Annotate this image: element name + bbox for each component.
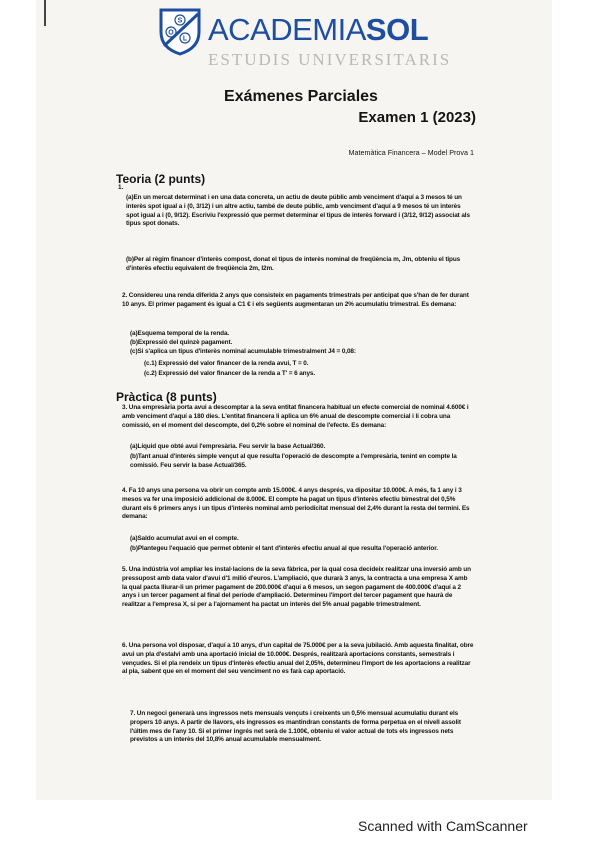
question-4: 4. Fa 10 anys una persona va obrir un compte amb 15.000€. 4 anys després, va dipositar 10.000€. A més, fa 1 any i 3 mesos va fer una imposició addicional de 8.000€. El compte ha pagat un tipus d'interès efectiu bimestral del 0,5% durant els 6 primers anys i un tipus d'interès nominal amb periodicitat mensual del 2,4% durant la resta del termini. Es demana: [122, 487, 470, 521]
shield-letter-o: O [168, 29, 174, 37]
question-1-number: 1. [118, 184, 124, 191]
brand-suffix: SOL [365, 12, 429, 47]
question-3: 3. Una empresària porta avui a descomptar a la seva entitat financera habitual un efecte comercial de nominal 4.600€ i amb venciment d'aquí a 180 dies. L'entitat financera li aplica un 6% anual de descompte comercial i li cobra una comissió, en el moment del descompte, del 0,2% sobre el nominal de l'efecte. Es demana: [122, 404, 469, 429]
question-6: 6. Una persona vol disposar, d'aquí a 10 anys, d'un capital de 75.000€ per a la seva jubilació. Amb aquesta finalitat, obre avui un pla d'estalvi amb una aportació inicial de 10.000€. Després, realitzarà aportacions constants, semestrals i vençudes. Si el pla rendeix un tipus d'interès efectiu anual del 2,05%, determineu l'import de les aportacions a realitzar al pla, sabent que en el moment del seu venciment no es farà cap aportació. [122, 642, 474, 676]
question-3a: (a)Líquid que obté avui l'empresària. Feu servir la base Actual/360. [130, 443, 326, 450]
academia-sol-logo [158, 6, 452, 70]
question-1b: (b)Per al règim financer d'interès compost, donat el tipus de interès nominal de freqüència m, Jm, obteniu el tipus d'interès efectiu equivalent de freqüència 2m, I2m. [126, 256, 461, 272]
shield-icon [158, 6, 202, 56]
brand-prefix: ACADEMIA [208, 12, 366, 47]
subject-line: Matemàtica Financera – Model Prova 1 [348, 148, 474, 157]
shield-letter-s: S [177, 17, 183, 25]
question-3b: (b)Tant anual d'interès simple vençut al que resulta l'operació de descompte a l'empresària, tenint en compte la comissió. Feu servir la base Actual/365. [130, 453, 457, 469]
practice-heading: Pràctica (8 punts) [116, 390, 217, 404]
question-4a: (a)Saldo acumulat avui en el compte. [130, 535, 239, 542]
question-2c1: (c.1) Expressió del valor financer de la renda avui, T = 0. [144, 360, 309, 367]
scan-edge-mark [44, 0, 46, 26]
question-4b: (b)Plantegeu l'equació que permet obtenir el tant d'interès efectiu anual al que resulta l'operació anterior. [130, 545, 438, 552]
question-2c2: (c.2) Expressió del valor financer de la renda a T' = 6 anys. [144, 370, 316, 377]
question-2b: (b)Expressió del quinzè pagament. [130, 339, 233, 346]
shield-letter-l: L [182, 35, 188, 43]
brand-tagline: ESTUDIS UNIVERSITARIS [208, 50, 452, 69]
document-title: Exámenes Parciales [224, 88, 378, 105]
exam-title: Examen 1 (2023) [358, 109, 476, 126]
question-1a: (a)En un mercat determinat i en una data concreta, un actiu de deute públic amb venciment d'aquí a 3 mesos té un interès spot igual a i (0, 3/12) i un altre actiu, també de deute públic, amb venciment d'aquí a 9 mesos té un interès spot igual a i (0, 9/12). Escriviu l'expressió que permet determinar el tipus de interès forward i (3/12, 9/12) associat als tipus spot donats. [126, 194, 470, 228]
question-2c: (c)Si s'aplica un tipus d'interès nominal acumulable trimestralment J4 = 0,08: [130, 348, 356, 355]
brand-name [208, 12, 428, 48]
question-2a: (a)Esquema temporal de la renda. [130, 330, 230, 337]
theory-heading: Teoria (2 punts) [116, 172, 206, 186]
question-5: 5. Una indústria vol ampliar les instal·lacions de la seva fàbrica, per la qual cosa decideix realitzar una inversió amb un pressupost amb data valor d'avui d'1 milió d'euros. L'ampliació, que durarà 3 anys, la contracta a una empresa X amb la qual pacta lliurar-li un primer pagament de 200.000€ d'aquí a 6 mesos, un segon pagament de 400.000€ d'aquí a 2 anys i un tercer pagament al final del període d'ampliació. Determineu l'import del tercer pagament que haurà de realitzar a l'empresa X, si per a l'ajornament ha pactat un interès del 5% anual pagable trimestralment. [122, 566, 471, 609]
question-7: 7. Un negoci generarà uns ingressos nets mensuals vençuts i creixents un 0,5% mensual acumulatiu durant els propers 10 anys. A partir de llavors, els ingressos es mantindran constants de forma perpetua en el nivell assolit l'últim mes de l'any 10. Si el primer ingrés net serà de 1.100€, obteniu el valor actual de tots els ingressos nets previstos a un interès del 10,8% anual acumulable mensualment. [130, 710, 461, 744]
scanner-watermark: Scanned with CamScanner [358, 818, 528, 834]
question-2: 2. Considereu una renda diferida 2 anys que consisteix en pagaments trimestrals per anticipat que s'han de fer durant 10 anys. El primer pagament és igual a C1 € i els següents augmentaran un 2% acumulatiu trimestral. Es demana: [122, 292, 469, 308]
